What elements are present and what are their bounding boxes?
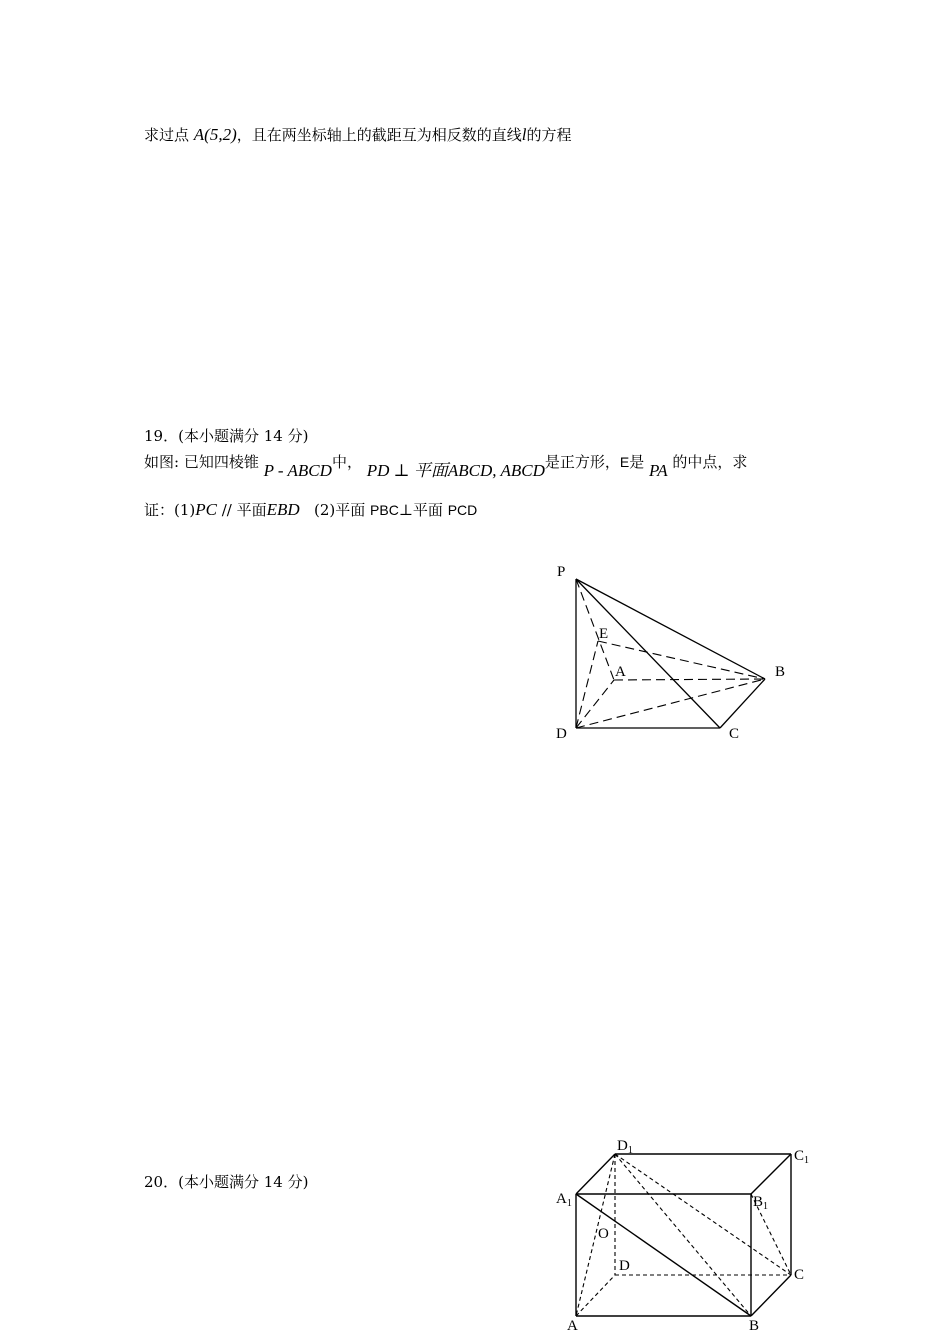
label-b: B	[775, 664, 786, 680]
q19-s1-square: 是正方形，	[544, 453, 620, 471]
label-c: C	[729, 726, 740, 742]
q19-s1-prefix: 如图: 已知四棱锥	[144, 453, 259, 471]
q19-s2-part2: (2)平面	[314, 501, 366, 519]
diag-d1-a	[576, 1154, 615, 1316]
q19-s2-perp: ⊥平面	[398, 501, 443, 519]
q18-prefix: 求过点	[144, 126, 190, 144]
q20-header: 20．(本小题满分 14 分)	[144, 1173, 309, 1191]
q18-point: A(5,2)	[193, 125, 237, 144]
label-d: D	[556, 726, 567, 742]
q19-s2-pbc: PBC	[370, 502, 399, 518]
label-a: A	[615, 664, 626, 680]
q19-s2-prefix: 证：(1)	[144, 501, 196, 519]
q19-s1-cond: PD ⊥ 平面ABCD, ABCD	[366, 461, 545, 480]
label-d: D	[619, 1258, 630, 1274]
edge-a-d	[576, 1275, 615, 1316]
label-b: B	[749, 1318, 760, 1334]
label-c: C	[794, 1267, 805, 1283]
q19-s1-end: 的中点，求	[672, 453, 748, 471]
diag-a1-b	[576, 1194, 751, 1316]
q19-s2-pcd: PCD	[447, 502, 478, 518]
label-c1: $C_1$	[794, 1148, 810, 1166]
edge-b1-c1	[751, 1154, 791, 1194]
label-b1: $B_1$	[753, 1194, 769, 1212]
q19-s1-pa: PA	[649, 461, 668, 480]
q18-suffix: 的方程	[526, 126, 572, 144]
label-d1: $D_1$	[617, 1138, 633, 1156]
q19-s2-ebd: EBD	[266, 500, 300, 519]
label-p: P	[557, 564, 566, 580]
label-a: A	[567, 1318, 578, 1334]
label-o: O	[598, 1226, 609, 1242]
q19-header: 19．(本小题满分 14 分)	[144, 427, 309, 445]
q18-line-var: l	[521, 125, 527, 144]
q19-s1-pyramid: P - ABCD	[263, 461, 332, 480]
q19-s1-mid: 中，	[331, 453, 362, 471]
q19-s2-pc: PC	[195, 500, 217, 519]
label-a1: $A_1$	[556, 1191, 572, 1209]
edge-a1-d1	[576, 1154, 615, 1194]
label-e: E	[599, 626, 609, 642]
q19-s1-is: 是	[629, 453, 645, 471]
q18-middle: ，且在两坐标轴上的截距互为相反数的直线	[236, 126, 522, 144]
q19-s1-e: E	[619, 454, 630, 470]
diag-d1-c	[615, 1154, 791, 1275]
edge-b-c	[751, 1275, 791, 1316]
q19-s2-par: // 平面	[216, 501, 267, 519]
